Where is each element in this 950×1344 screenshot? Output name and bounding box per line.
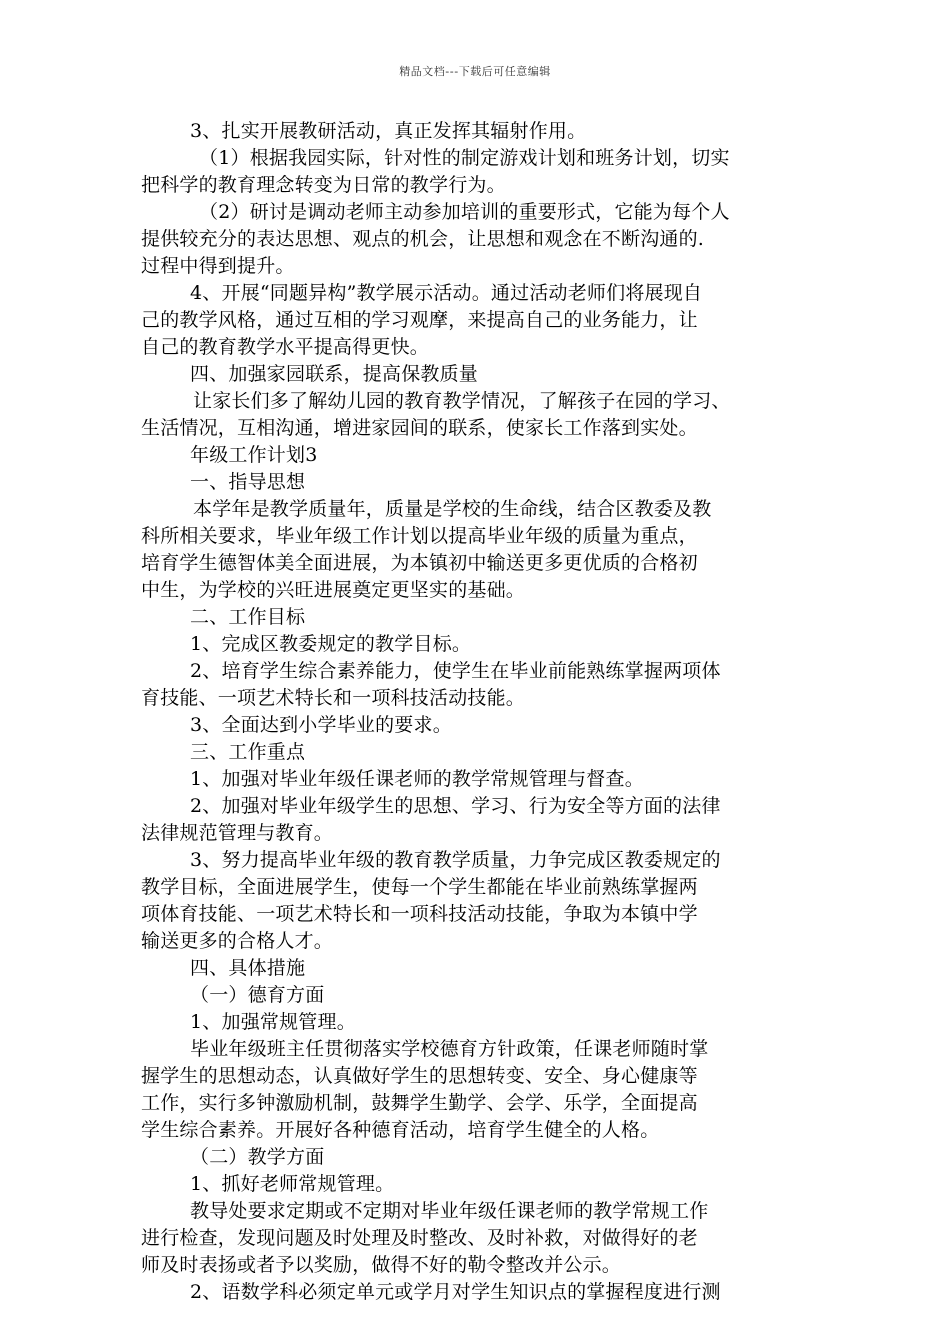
text-line: 教学目标，全面进展学生，使每一个学生都能在毕业前熟练掌握两	[141, 876, 698, 898]
text-line: 3、全面达到小学毕业的要求。	[190, 714, 452, 736]
text-line: 过程中得到提升。	[141, 255, 295, 277]
text-line: 2、加强对毕业年级学生的思想、学习、行为安全等方面的法律	[190, 795, 721, 817]
text-line: 让家长们多了解幼儿园的教育教学情况，了解孩子在园的学习、	[193, 390, 731, 412]
text-line: 育技能、一项艺术特长和一项科技活动技能。	[141, 687, 526, 709]
text-line: 科所相关要求，毕业年级工作计划以提高毕业年级的质量为重点，	[141, 525, 698, 547]
text-line: 4、开展“同题异构”教学展示活动。通过活动老师们将展现自	[190, 282, 703, 304]
text-line: 3、努力提高毕业年级的教育教学质量，力争完成区教委规定的	[190, 849, 721, 871]
text-line: 己的教学风格，通过互相的学习观摩，来提高自己的业务能力，让	[141, 309, 698, 331]
text-line: 自己的教育教学水平提高得更快。	[141, 336, 430, 358]
text-line: 生活情况，互相沟通，增进家园间的联系，使家长工作落到实处。	[141, 417, 698, 439]
text-line: （1）根据我园实际，针对性的制定游戏计划和班务计划，切实	[199, 147, 730, 169]
page-header: 精品文档---下载后可任意编辑	[399, 65, 551, 78]
text-line: 本学年是教学质量年，质量是学校的生命线，结合区教委及教	[193, 498, 712, 520]
text-line: 学生综合素养。开展好各种德育活动，培育学生健全的人格。	[141, 1119, 660, 1141]
text-line: 3、扎实开展教研活动，真正发挥其辐射作用。	[190, 120, 587, 142]
text-line: 师及时表扬或者予以奖励，做得不好的勒令整改并公示。	[141, 1254, 622, 1276]
text-line: 培育学生德智体美全面进展，为本镇初中输送更多更优质的合格初	[141, 552, 698, 574]
text-line: 一、指导思想	[190, 471, 306, 493]
text-line: 法律规范管理与教育。	[141, 822, 334, 844]
text-line: 年级工作计划3	[190, 444, 318, 466]
text-line: 1、加强对毕业年级任课老师的教学常规管理与督查。	[190, 768, 644, 790]
text-line: 2、语数学科必须定单元或学月对学生知识点的掌握程度进行测	[190, 1281, 721, 1303]
text-line: （2）研讨是调动老师主动参加培训的重要形式，它能为每个人	[199, 201, 730, 223]
text-line: 提供较充分的表达思想、观点的机会，让思想和观念在不断沟通的.	[141, 228, 705, 250]
text-line: 四、加强家园联系，提高保教质量	[190, 363, 479, 385]
document-body	[141, 118, 811, 1306]
text-line: 二、工作目标	[190, 606, 306, 628]
text-line: 1、抓好老师常规管理。	[190, 1173, 395, 1195]
text-line: 1、加强常规管理。	[190, 1011, 356, 1033]
text-line: 中生，为学校的兴旺进展奠定更坚实的基础。	[141, 579, 526, 601]
text-line: 工作，实行多钟激励机制，鼓舞学生勤学、会学、乐学，全面提高	[141, 1092, 698, 1114]
text-line: 四、具体措施	[190, 957, 306, 979]
text-line: 三、工作重点	[190, 741, 306, 763]
text-line: 教导处要求定期或不定期对毕业年级任课老师的教学常规工作	[190, 1200, 709, 1222]
text-line: 输送更多的合格人才。	[141, 930, 334, 952]
text-line: 把科学的教育理念转变为日常的教学行为。	[141, 174, 506, 196]
text-line: 2、培育学生综合素养能力，使学生在毕业前能熟练掌握两项体	[190, 660, 721, 682]
text-line: （一）德育方面	[190, 984, 325, 1006]
text-line: （二）教学方面	[190, 1146, 325, 1168]
text-line: 进行检查，发现问题及时处理及时整改、及时补救，对做得好的老	[141, 1227, 698, 1249]
text-line: 1、完成区教委规定的教学目标。	[190, 633, 472, 655]
text-line: 毕业年级班主任贯彻落实学校德育方针政策，任课老师随时掌	[190, 1038, 709, 1060]
text-line: 项体育技能、一项艺术特长和一项科技活动技能，争取为本镇中学	[141, 903, 698, 925]
text-line: 握学生的思想动态，认真做好学生的思想转变、安全、身心健康等	[141, 1065, 698, 1087]
